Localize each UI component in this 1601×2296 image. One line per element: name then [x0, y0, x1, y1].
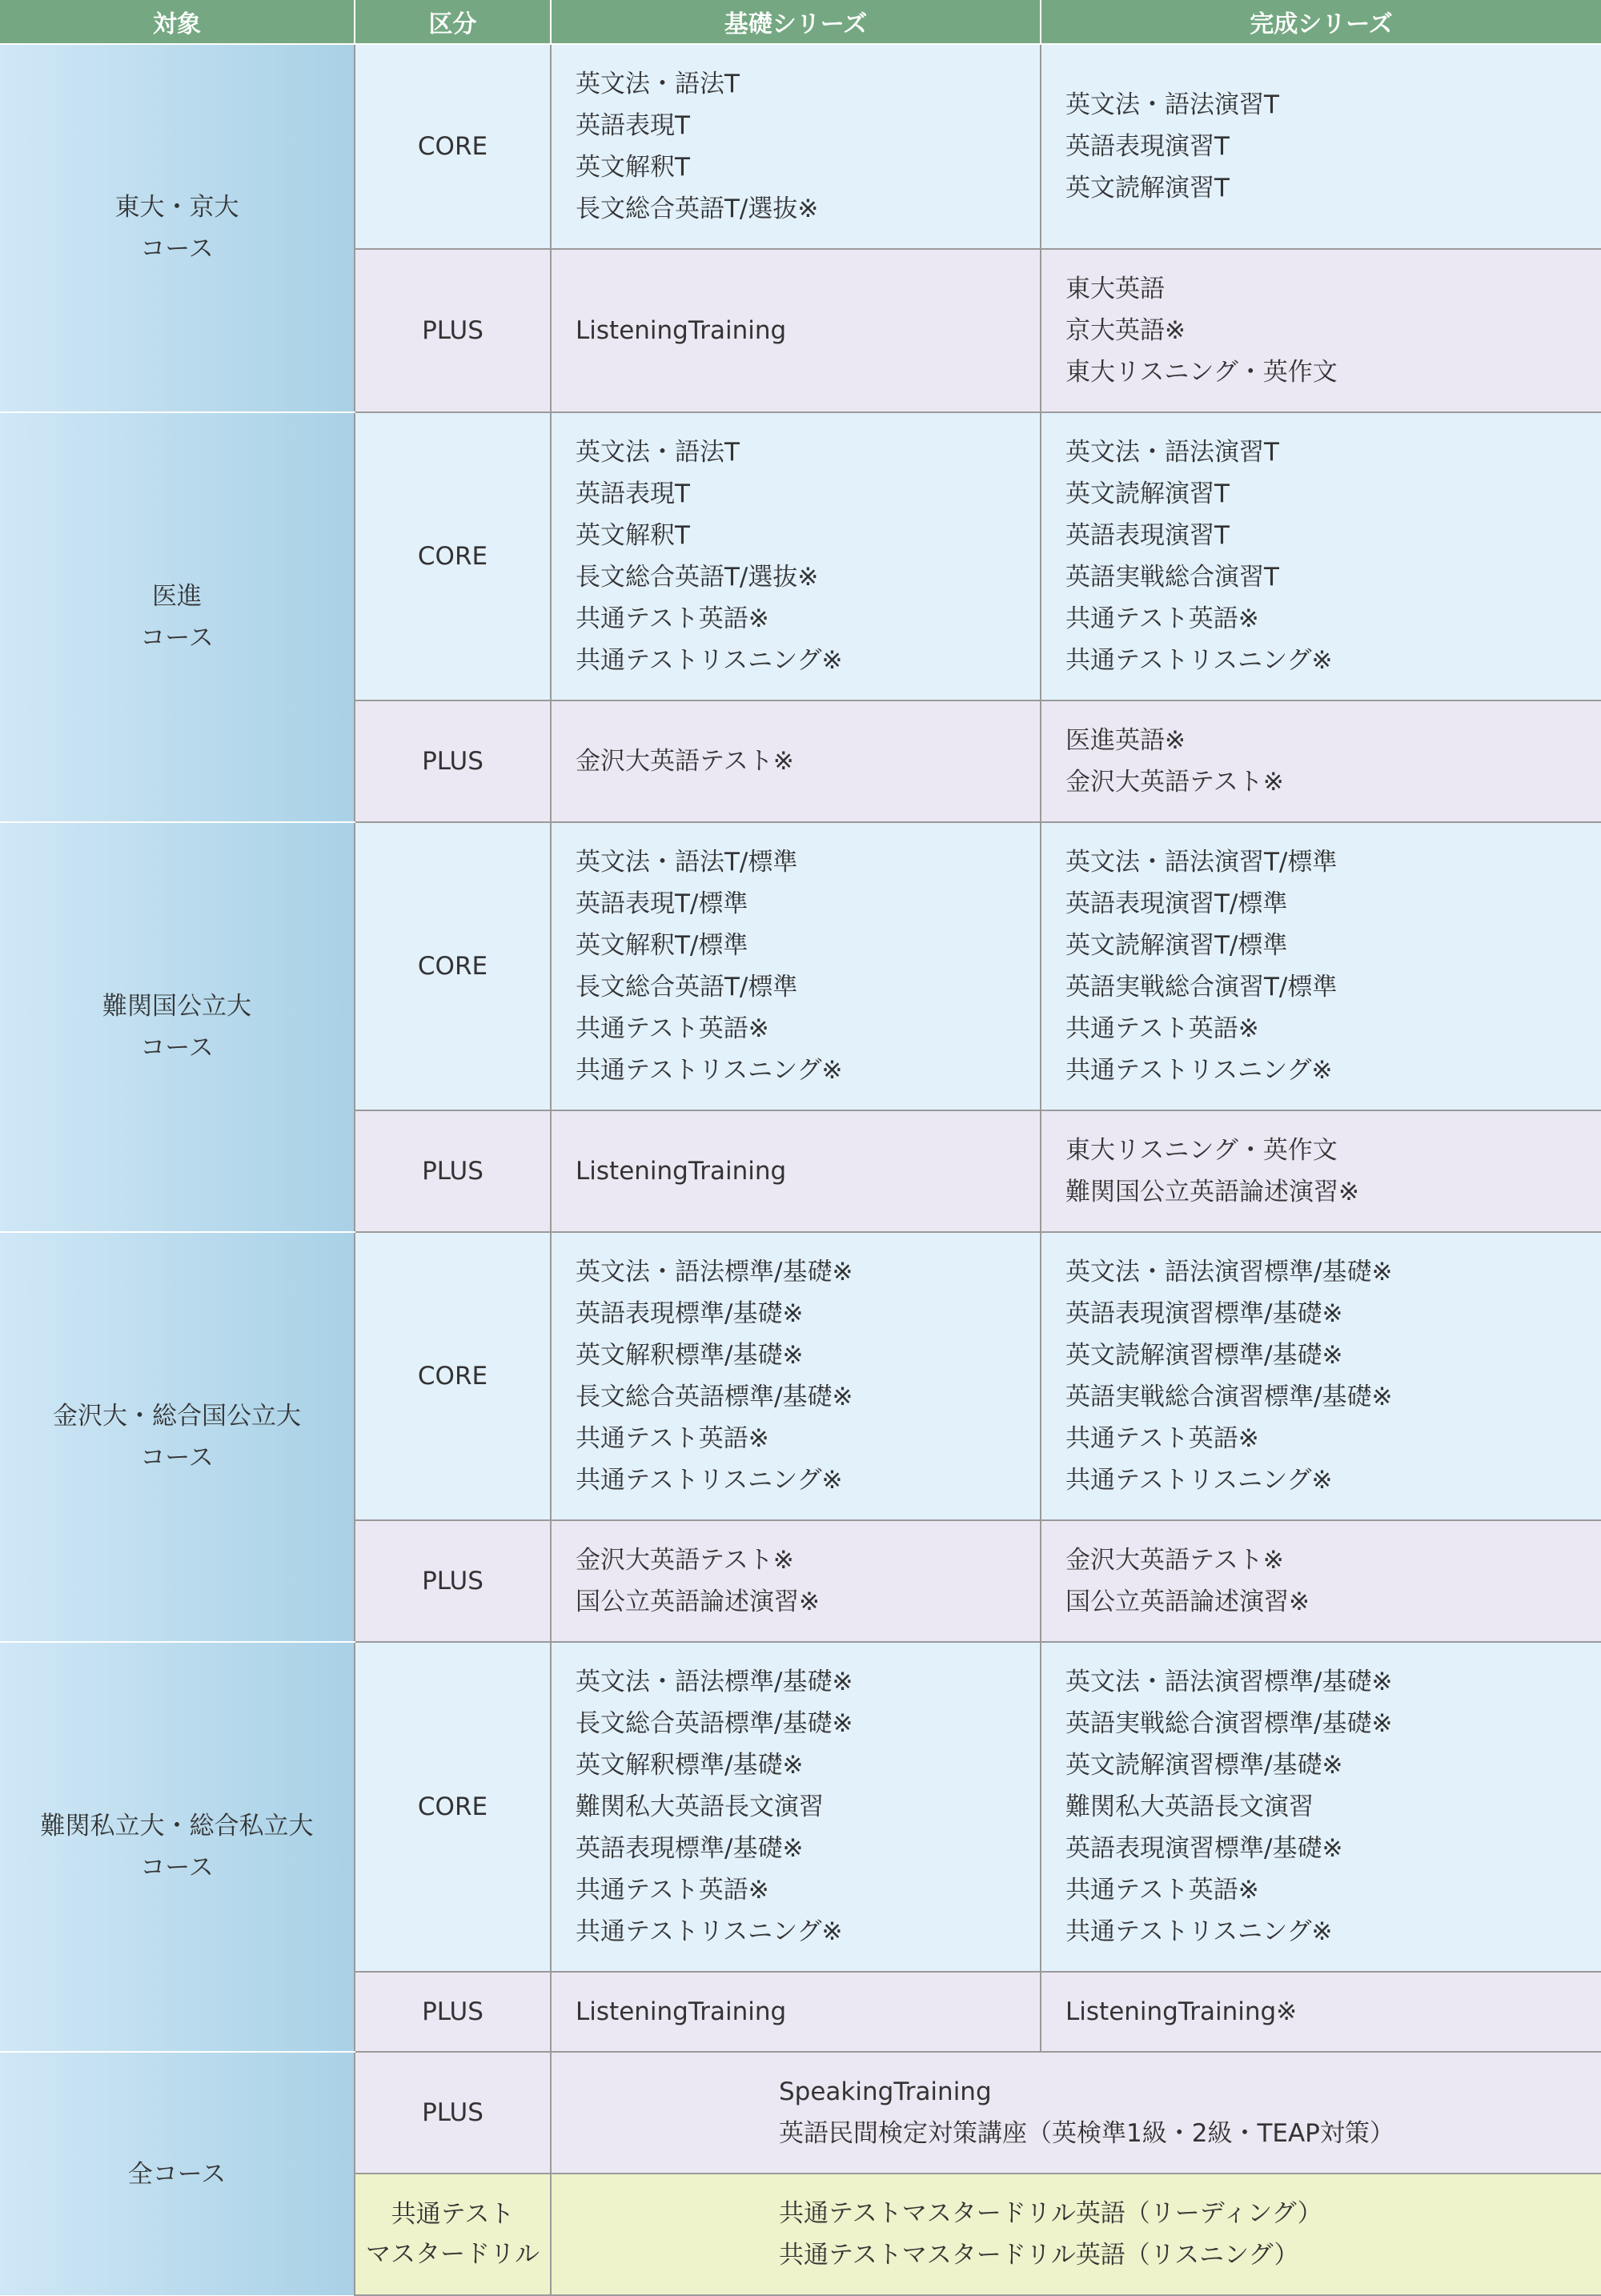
- kiso-series-cell: [551, 822, 1041, 1110]
- kansei-series-cell-line: 英文読解演習T: [1065, 480, 1230, 508]
- kansei-series-cell: [1041, 44, 1601, 249]
- kiso-series-cell-line: 共通テスト英語※: [576, 604, 769, 633]
- kubun-label: [355, 1972, 551, 2052]
- kiso-series-cell-line: 共通テストリスニング※: [576, 1056, 843, 1085]
- kiso-series-cell-line: 共通テストリスニング※: [576, 646, 843, 675]
- kiso-series-cell-line: 長文総合英語標準/基礎※: [576, 1383, 853, 1411]
- kansei-series-cell-line: 英文法・語法演習T/標準: [1065, 848, 1338, 877]
- kansei-series-cell-line: 英語表現演習T: [1065, 521, 1230, 550]
- kansei-series-cell-line: 共通テストリスニング※: [1065, 1466, 1333, 1495]
- kiso-series-cell-line: ListeningTraining: [576, 1157, 787, 1186]
- kubun-label-line: PLUS: [422, 2098, 484, 2127]
- kubun-label-line: 共通テスト: [391, 2200, 515, 2229]
- kansei-series-cell-line: 金沢大英語テスト※: [1065, 1546, 1284, 1575]
- kubun-label: [355, 1642, 551, 1972]
- kansei-series-cell-line: 英語実戦総合演習標準/基礎※: [1065, 1383, 1393, 1411]
- kansei-series-cell-line: 医進英語※: [1065, 726, 1186, 755]
- header-kansei-series: 完成シリーズ: [1041, 0, 1601, 44]
- table-row: [0, 822, 1601, 1110]
- all-course-items-cell: [551, 2052, 1601, 2174]
- kubun-label: [355, 44, 551, 249]
- kiso-series-cell-line: 英文解釈T/標準: [576, 931, 748, 960]
- table-body: [0, 44, 1601, 2295]
- kiso-series-cell: [551, 44, 1041, 249]
- course-target-line: コース: [140, 235, 214, 263]
- table-row: [0, 2052, 1601, 2174]
- kansei-series-cell-line: 英文読解演習標準/基礎※: [1065, 1751, 1343, 1780]
- table-row: [0, 1642, 1601, 1972]
- course-target: [0, 1642, 355, 2052]
- all-course-items-cell-line: SpeakingTraining: [779, 2077, 992, 2106]
- kansei-series-cell-line: 金沢大英語テスト※: [1065, 768, 1284, 797]
- kubun-label-line: CORE: [417, 952, 488, 981]
- course-target: [0, 822, 355, 1232]
- kiso-series-cell-line: 英語表現T/標準: [576, 889, 748, 918]
- kubun-label: [355, 249, 551, 412]
- kubun-label: [355, 2174, 551, 2295]
- kubun-label-line: PLUS: [422, 1567, 484, 1596]
- kansei-series-cell-line: 東大リスニング・英作文: [1065, 1136, 1338, 1165]
- kansei-series-cell-line: 英語表現演習標準/基礎※: [1065, 1834, 1343, 1863]
- all-course-items-cell-line: 英語民間検定対策講座（英検準1級・2級・TEAP対策）: [779, 2119, 1394, 2148]
- kiso-series-cell-line: 英文法・語法標準/基礎※: [576, 1258, 853, 1286]
- kiso-series-cell-line: 長文総合英語T/標準: [576, 973, 798, 1001]
- kiso-series-cell: [551, 412, 1041, 700]
- kubun-label-line: CORE: [417, 1792, 488, 1821]
- kansei-series-cell: [1041, 1972, 1601, 2052]
- kubun-label-line: CORE: [417, 542, 488, 571]
- course-target-line: 全コース: [127, 2159, 227, 2189]
- kansei-series-cell: [1041, 1232, 1601, 1520]
- kansei-series-cell-line: 難関国公立英語論述演習※: [1065, 1178, 1359, 1206]
- course-target: [0, 44, 355, 412]
- table-row: [0, 1232, 1601, 1520]
- kansei-series-cell: [1041, 412, 1601, 700]
- kubun-label-line: マスタードリル: [366, 2240, 540, 2269]
- kiso-series-cell: [551, 1642, 1041, 1972]
- kiso-series-cell-line: 英語表現T: [576, 111, 690, 140]
- all-course-items-cell-line: 共通テストマスタードリル英語（リーディング）: [779, 2199, 1322, 2228]
- table-row: [0, 44, 1601, 249]
- kansei-series-cell: [1041, 249, 1601, 412]
- course-target-line: コース: [140, 624, 214, 652]
- kiso-series-cell-line: 長文総合英語T/選抜※: [576, 563, 819, 592]
- kiso-series-cell: [551, 700, 1041, 822]
- kubun-label: [355, 700, 551, 822]
- kiso-series-cell-line: 共通テスト英語※: [576, 1014, 769, 1043]
- kiso-series-cell-line: 英文解釈標準/基礎※: [576, 1751, 804, 1780]
- kansei-series-cell-line: 共通テスト英語※: [1065, 1014, 1259, 1043]
- kiso-series-cell-line: 英語表現標準/基礎※: [576, 1834, 804, 1863]
- kansei-series-cell: [1041, 700, 1601, 822]
- kansei-series-cell-line: 英文法・語法演習標準/基礎※: [1065, 1668, 1393, 1696]
- kansei-series-cell-line: 難関私大英語長文演習: [1065, 1792, 1314, 1821]
- kiso-series-cell-line: 金沢大英語テスト※: [576, 1546, 794, 1575]
- kansei-series-cell-line: 共通テスト英語※: [1065, 1424, 1259, 1453]
- header-kubun: 区分: [355, 0, 551, 44]
- kansei-series-cell: [1041, 1642, 1601, 1972]
- kubun-label: [355, 2052, 551, 2174]
- kansei-series-cell-line: 共通テストリスニング※: [1065, 646, 1333, 675]
- kubun-label-line: CORE: [417, 132, 488, 161]
- kansei-series-cell-line: 英語表現演習T: [1065, 132, 1230, 161]
- kubun-label: [355, 1232, 551, 1520]
- kiso-series-cell-line: 英文法・語法T: [576, 70, 740, 98]
- kansei-series-cell-line: 英語実戦総合演習T/標準: [1065, 973, 1338, 1001]
- kubun-label: [355, 412, 551, 700]
- course-target: [0, 2052, 355, 2295]
- kansei-series-cell-line: 英文読解演習標準/基礎※: [1065, 1341, 1343, 1370]
- kubun-label: [355, 1520, 551, 1642]
- all-course-items-cell-line: 共通テストマスタードリル英語（リスニング）: [779, 2241, 1299, 2270]
- kiso-series-cell: [551, 1110, 1041, 1232]
- course-target-line: 医進: [152, 582, 202, 611]
- kiso-series-cell-line: 共通テストリスニング※: [576, 1466, 843, 1495]
- all-course-items-cell: [551, 2174, 1601, 2295]
- course-target-line: 難関私立大・総合私立大: [40, 1812, 314, 1840]
- kiso-series-cell: [551, 249, 1041, 412]
- kansei-series-cell-line: 共通テストリスニング※: [1065, 1917, 1333, 1946]
- header-row: [0, 0, 1601, 44]
- kubun-label: [355, 822, 551, 1110]
- kubun-label-line: PLUS: [422, 747, 484, 776]
- header-target: 対象: [0, 0, 355, 44]
- kansei-series-cell-line: 英語実戦総合演習標準/基礎※: [1065, 1709, 1393, 1738]
- kansei-series-cell-line: 東大英語: [1065, 275, 1165, 303]
- kiso-series-cell-line: 英文解釈T: [576, 153, 690, 182]
- kansei-series-cell-line: 共通テスト英語※: [1065, 1876, 1259, 1905]
- kubun-label-line: CORE: [417, 1362, 488, 1391]
- kansei-series-cell-line: 英文法・語法演習T: [1065, 90, 1279, 119]
- kiso-series-cell: [551, 1520, 1041, 1642]
- kiso-series-cell-line: 英文法・語法T/標準: [576, 848, 798, 877]
- course-target: [0, 412, 355, 822]
- kansei-series-cell-line: 共通テストリスニング※: [1065, 1056, 1333, 1085]
- kansei-series-cell: [1041, 1520, 1601, 1642]
- kansei-series-cell-line: 英文法・語法演習T: [1065, 438, 1279, 467]
- kiso-series-cell-line: 難関私大英語長文演習: [576, 1792, 824, 1821]
- kansei-series-cell: [1041, 1110, 1601, 1232]
- table-row: [0, 412, 1601, 700]
- kiso-series-cell-line: 長文総合英語T/選抜※: [576, 195, 819, 223]
- kiso-series-cell-line: 共通テスト英語※: [576, 1424, 769, 1453]
- kiso-series-cell-line: 共通テストリスニング※: [576, 1917, 843, 1946]
- kiso-series-cell-line: 長文総合英語標準/基礎※: [576, 1709, 853, 1738]
- kubun-label-line: PLUS: [422, 1997, 484, 2026]
- course-target-line: 金沢大・総合国公立大: [53, 1402, 301, 1431]
- kansei-series-cell-line: 英語実戦総合演習T: [1065, 563, 1279, 592]
- kiso-series-cell-line: 英文解釈T: [576, 521, 690, 550]
- kiso-series-cell-line: ListeningTraining: [576, 316, 787, 345]
- kansei-series-cell-line: 英文法・語法演習標準/基礎※: [1065, 1258, 1393, 1286]
- kiso-series-cell-line: 英文法・語法T: [576, 438, 740, 467]
- kiso-series-cell-line: 英文法・語法標準/基礎※: [576, 1668, 853, 1696]
- kansei-series-cell-line: 英文読解演習T/標準: [1065, 931, 1288, 960]
- header-kiso-series: 基礎シリーズ: [551, 0, 1041, 44]
- kiso-series-cell-line: 英語表現T: [576, 480, 690, 508]
- kiso-series-cell-line: 英文解釈標準/基礎※: [576, 1341, 804, 1370]
- kiso-series-cell-line: 国公立英語論述演習※: [576, 1588, 820, 1616]
- course-target: [0, 1232, 355, 1642]
- kiso-series-cell-line: 共通テスト英語※: [576, 1876, 769, 1905]
- kansei-series-cell-line: 英語表現演習標準/基礎※: [1065, 1299, 1343, 1328]
- kiso-series-cell: [551, 1232, 1041, 1520]
- kiso-series-cell-line: 金沢大英語テスト※: [576, 747, 794, 776]
- kiso-series-cell-line: 英語表現標準/基礎※: [576, 1299, 804, 1328]
- kansei-series-cell-line: 東大リスニング・英作文: [1065, 358, 1338, 387]
- kansei-series-cell-line: 京大英語※: [1065, 316, 1186, 345]
- kansei-series-cell-line: 共通テスト英語※: [1065, 604, 1259, 633]
- course-target-line: コース: [140, 1443, 214, 1472]
- kansei-series-cell-line: 国公立英語論述演習※: [1065, 1588, 1310, 1616]
- kubun-label: [355, 1110, 551, 1232]
- kansei-series-cell: [1041, 822, 1601, 1110]
- kansei-series-cell-line: 英語表現演習T/標準: [1065, 889, 1288, 918]
- kiso-series-cell-line: ListeningTraining: [576, 1997, 787, 2026]
- kiso-series-cell: [551, 1972, 1041, 2052]
- kansei-series-cell-line: 英文読解演習T: [1065, 174, 1230, 203]
- kansei-series-cell-line: ListeningTraining※: [1065, 1997, 1298, 2026]
- course-target-line: コース: [140, 1853, 214, 1882]
- kubun-label-line: PLUS: [422, 316, 484, 345]
- course-target-line: コース: [140, 1034, 214, 1062]
- course-target-line: 東大・京大: [114, 193, 239, 222]
- course-target-line: 難関国公立大: [102, 992, 251, 1021]
- kubun-label-line: PLUS: [422, 1157, 484, 1186]
